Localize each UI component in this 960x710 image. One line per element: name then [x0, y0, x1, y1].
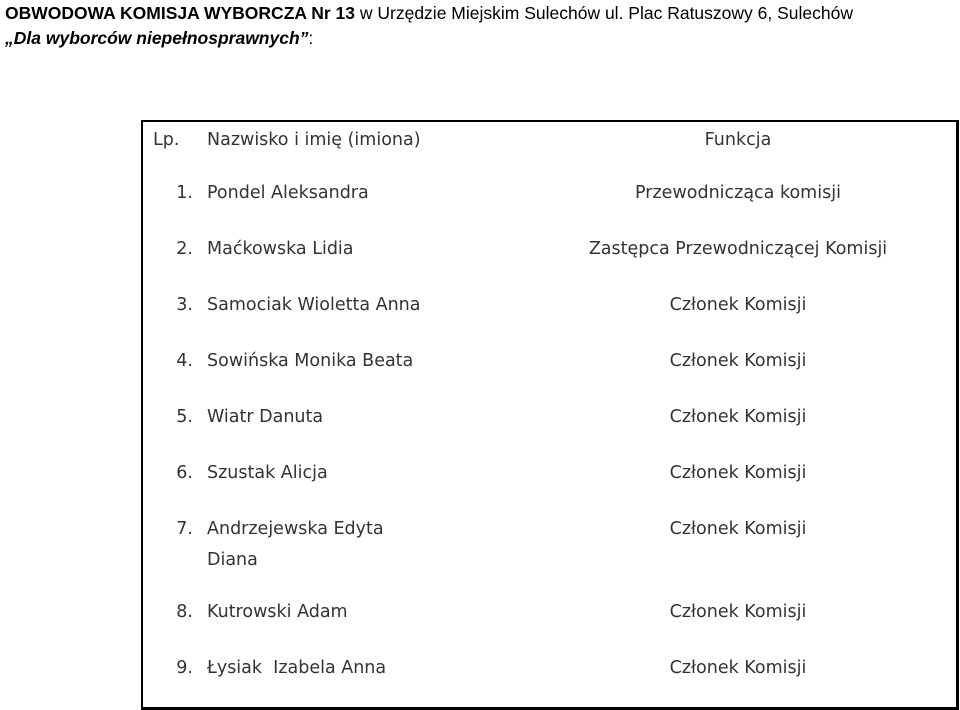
- row-lp: 2.: [176, 239, 193, 259]
- row-name: Maćkowska Lidia: [207, 239, 354, 259]
- voters-note-suffix: :: [308, 28, 314, 48]
- row-function: Członek Komisji: [669, 602, 807, 622]
- voters-note: [5, 27, 960, 49]
- row-name: Szustak Alicja: [207, 463, 328, 483]
- column-header-lp: Lp.: [153, 130, 180, 150]
- row-function: Członek Komisji: [669, 519, 807, 539]
- row-function: Zastępca Przewodniczącej Komisji: [588, 239, 888, 259]
- row-lp: 7.: [176, 519, 193, 539]
- column-header-function: Funkcja: [704, 130, 772, 150]
- commission-location: w Urzędzie Miejskim Sulechów ul. Plac Ratuszowy 6, Sulechów: [355, 3, 853, 23]
- row-lp: 3.: [176, 295, 193, 315]
- row-lp: 5.: [176, 407, 193, 427]
- row-lp: 6.: [176, 463, 193, 483]
- row-function: Przewodnicząca komisji: [635, 183, 841, 203]
- row-name: Kutrowski Adam: [207, 602, 348, 622]
- voters-note-text: „Dla wyborców niepełnosprawnych”: [5, 28, 309, 48]
- row-name: Andrzejewska Edyta Diana: [207, 519, 384, 570]
- row-name: Pondel Aleksandra: [207, 183, 369, 203]
- row-lp: 8.: [176, 602, 193, 622]
- row-name: Łysiak Izabela Anna: [207, 658, 387, 678]
- row-lp: 9.: [176, 658, 193, 678]
- commission-name: OBWODOWA KOMISJA WYBORCZA Nr 13: [5, 3, 356, 23]
- row-name: Samociak Wioletta Anna: [207, 295, 421, 315]
- column-header-name: Nazwisko i imię (imiona): [207, 130, 421, 150]
- commission-title: [5, 2, 960, 24]
- row-lp: 4.: [176, 351, 193, 371]
- row-function: Członek Komisji: [669, 658, 807, 678]
- members-table: [141, 120, 959, 710]
- row-function: Członek Komisji: [669, 407, 807, 427]
- row-lp: 1.: [176, 183, 193, 203]
- document-header: [5, 2, 960, 49]
- row-function: Członek Komisji: [669, 351, 807, 371]
- row-function: Członek Komisji: [669, 463, 807, 483]
- row-name: Wiatr Danuta: [207, 407, 324, 427]
- row-function: Członek Komisji: [669, 295, 807, 315]
- row-name: Sowińska Monika Beata: [207, 351, 414, 371]
